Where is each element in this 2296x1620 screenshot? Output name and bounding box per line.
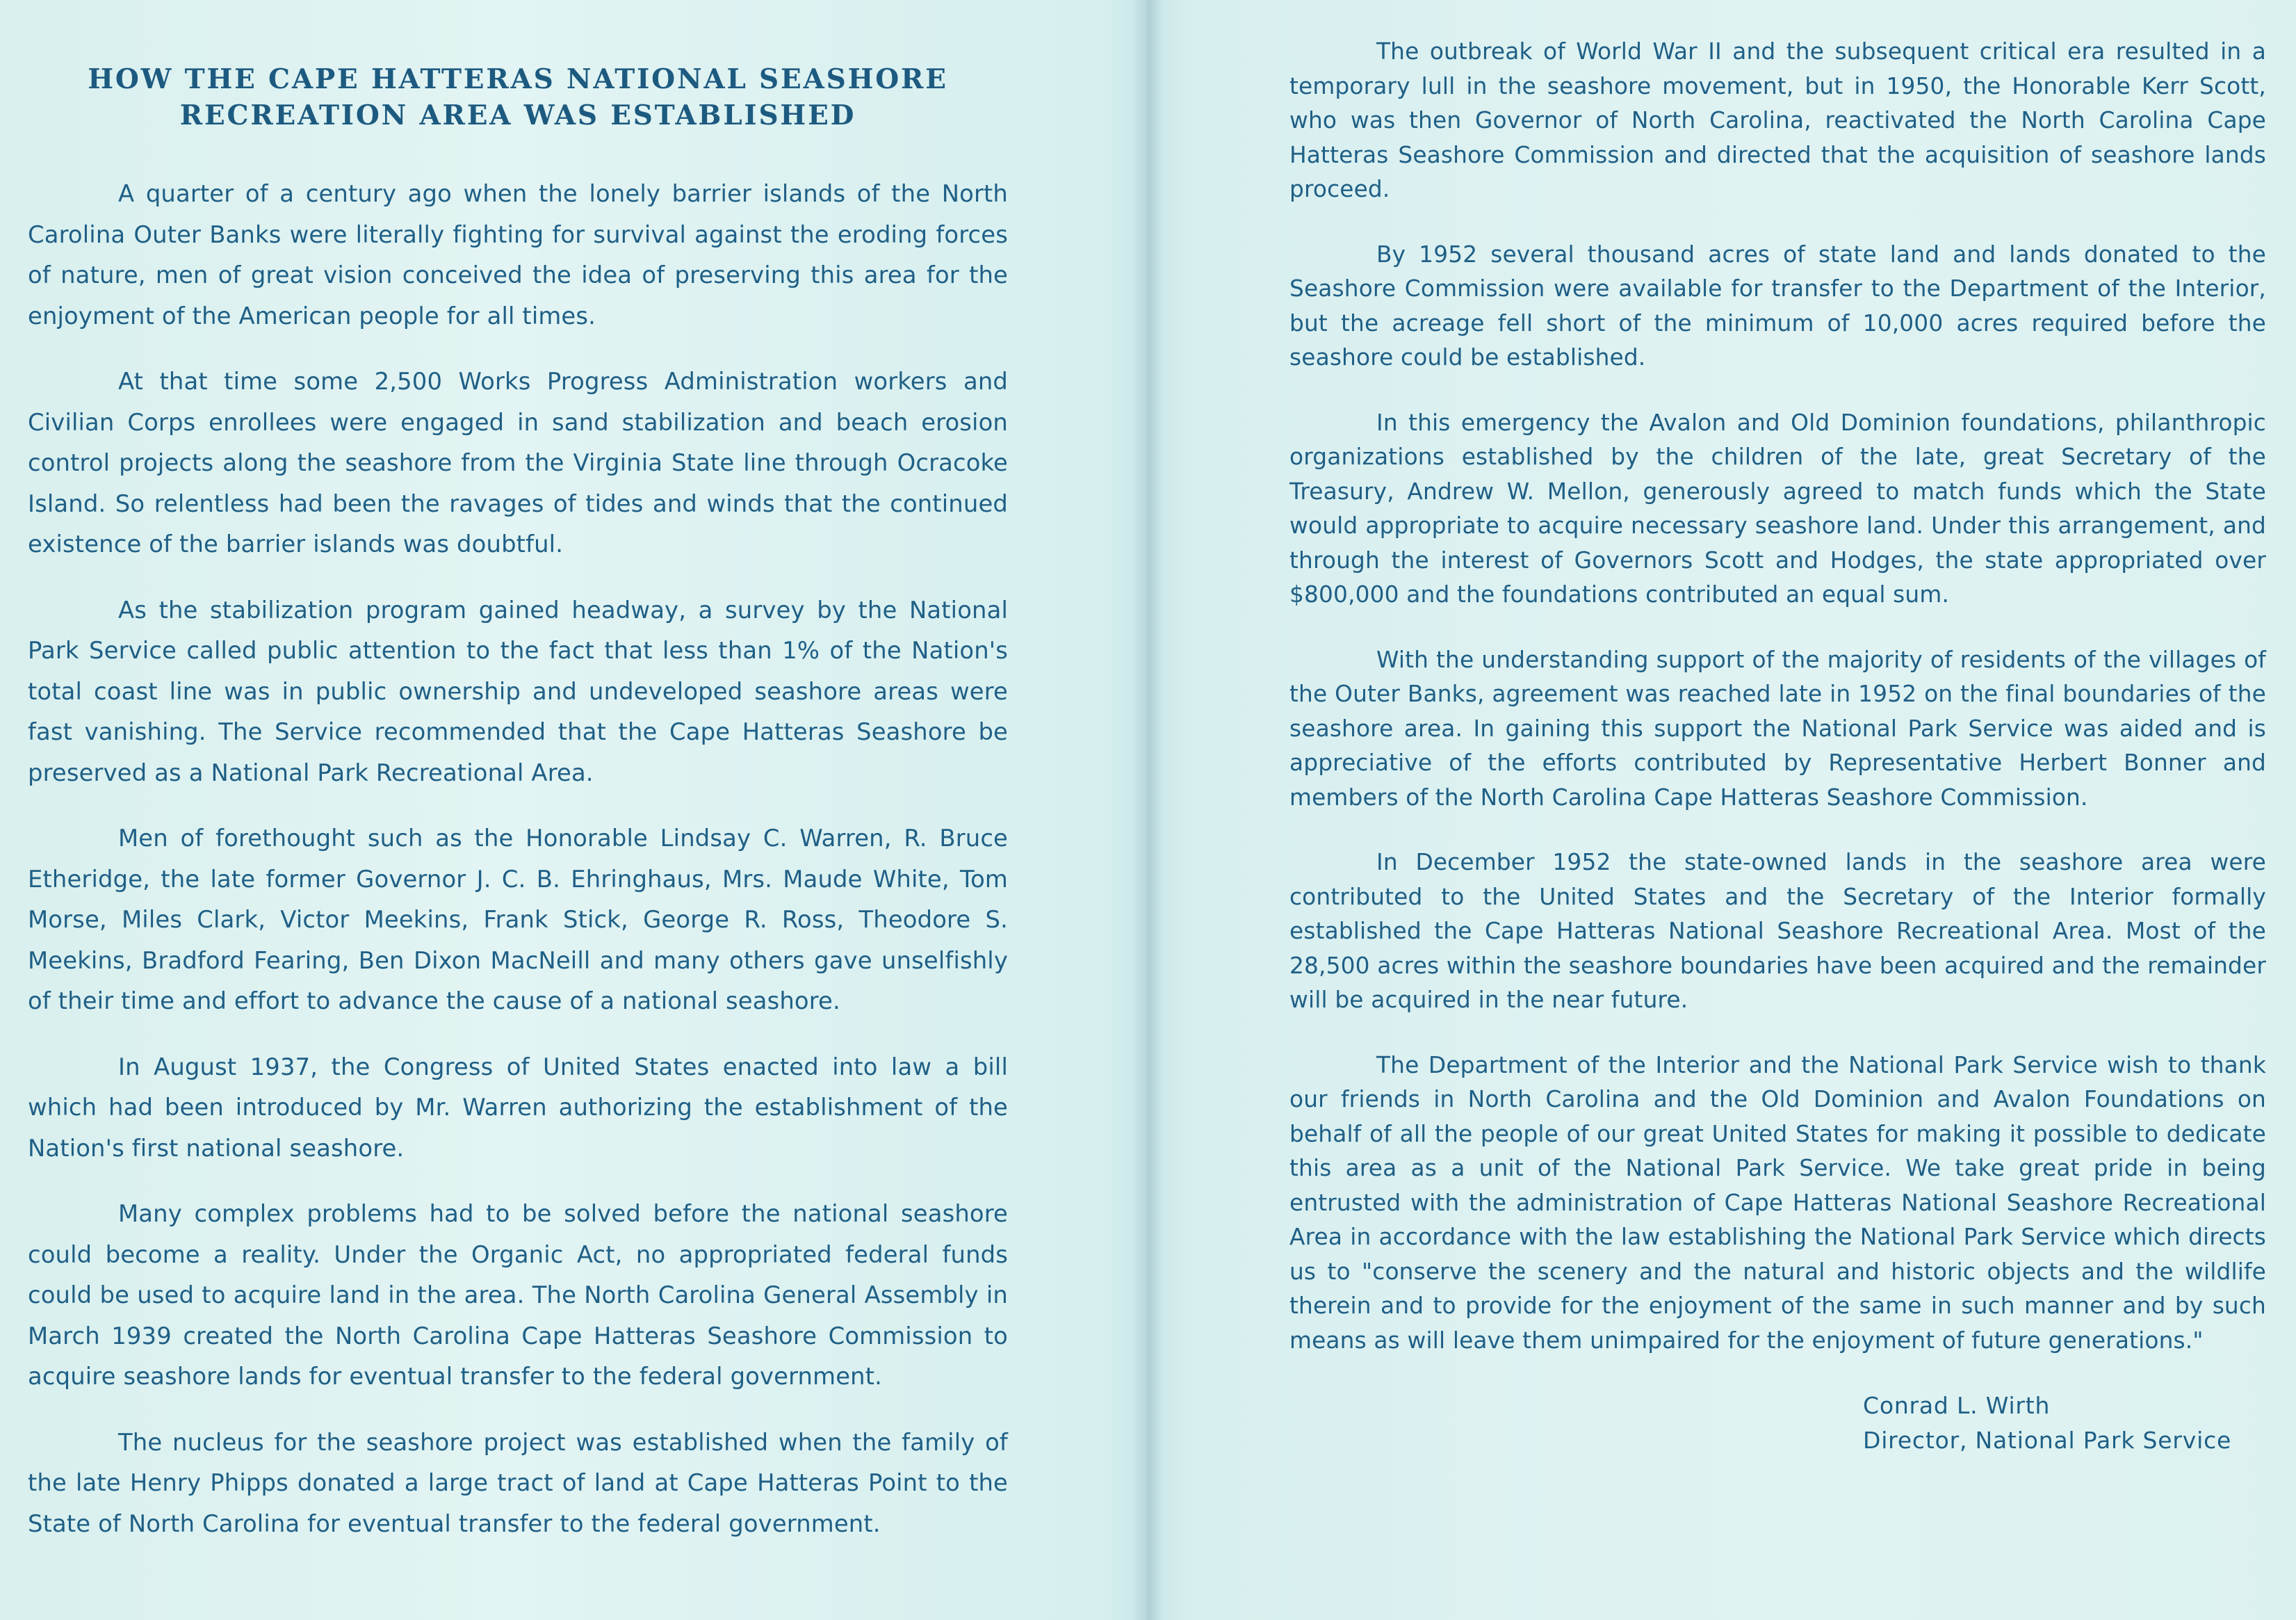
left-page xyxy=(28,0,1008,1620)
right-paragraph-2: By 1952 several thousand acres of state land and lands donated to the Seashore Commission were available for transfer to the Department of the Interior, but the acreage fell short of the minimum of 10,000 acres required before the seashore could be established. xyxy=(1289,241,2266,371)
signature-block xyxy=(1863,1388,2266,1458)
signature-name: Conrad L. Wirth xyxy=(1863,1392,2051,1419)
left-paragraph-1: A quarter of a century ago when the lonely barrier islands of the North Carolina Outer Banks were literally fighting for survival against the eroding forces of nature, men of great vision conceived the idea of preserving this area for the enjoyment of the American people for all times. xyxy=(28,180,1008,330)
left-paragraph-7: The nucleus for the seashore project was established when the family of the late Henry Phipps donated a large tract of land at Cape Hatteras Point to the State of North Carolina for eventual transfer to the federal government. xyxy=(28,1428,1008,1537)
signature-title: Director, National Park Service xyxy=(1863,1427,2232,1454)
left-paragraph-5: In August 1937, the Congress of United States enacted into law a bill which had been introduced by Mr. Warren authorizing the establishment of the Nation's first national seashore. xyxy=(28,1053,1008,1162)
left-paragraph-3: As the stabilization program gained headway, a survey by the National Park Service called public attention to the fact that less than 1% of the Nation's total coast line was in public ownership and undeveloped seashore areas were fast vanishing. The Service recommended that the Cape Hatteras Seashore be preserved as a National Park Recreational Area. xyxy=(28,596,1008,786)
right-paragraph-5: In December 1952 the state-owned lands in the seashore area were contributed to the United States and the Secretary of the Interior formally established the Cape Hatteras National Seashore Recreational Area. Most of the 28,500 acres within the seashore boundaries have been acquired and the remainder will be acquired in the near future. xyxy=(1289,849,2266,1013)
left-paragraph-6: Many complex problems had to be solved before the national seashore could become a reality. Under the Organic Act, no appropriated federal funds could be used to acquire land in the area. The North Carolina General Assembly in March 1939 created the North Carolina Cape Hatteras Seashore Commission to acquire seashore lands for eventual transfer to the federal government. xyxy=(28,1200,1008,1390)
right-page xyxy=(1289,0,2266,1620)
left-paragraph-4: Men of forethought such as the Honorable Lindsay C. Warren, R. Bruce Etheridge, the late former Governor J. C. B. Ehringhaus, Mrs. Maude White, Tom Morse, Miles Clark, Victor Meekins, Frank Stick, George R. Ross, Theodore S. Meekins, Bradford Fearing, Ben Dixon MacNeill and many others gave unselfishly of their time and effort to advance the cause of a national seashore. xyxy=(28,825,1008,1014)
right-paragraph-3: In this emergency the Avalon and Old Dominion foundations, philanthropic organizations established by the children of the late, great Secretary of the Treasury, Andrew W. Mellon, generously agreed to match funds which the State would appropriate to acquire necessary seashore land. Under this arrangement, and through the interest of Governors Scott and Hodges, the state appropriated over $800,000 and the foundations contributed an equal sum. xyxy=(1289,409,2266,608)
title-line-2: RECREATION AREA WAS ESTABLISHED xyxy=(179,99,856,131)
left-paragraph-2: At that time some 2,500 Works Progress Administration workers and Civilian Corps enrollees were engaged in sand stabilization and beach erosion control projects along the seashore from the Virginia State line through Ocracoke Island. So relentless had been the ravages of tides and winds that the continued existence of the barrier islands was doubtful. xyxy=(28,368,1008,558)
right-paragraph-6: The Department of the Interior and the National Park Service wish to thank our friends in North Carolina and the Old Dominion and Avalon Foundations on behalf of all the people of our great United States for making it possible to dedicate this area as a unit of the National Park Service. We take great pride in being entrusted with the administration of Cape Hatteras National Seashore Recreational Area in accordance with the law establishing the National Park Service which directs us to "conserve the scenery and the natural and historic objects and the wildlife therein and to provide for the enjoyment of the same in such manner and by such means as will leave them unimpaired for the enjoyment of future generations." xyxy=(1289,1051,2266,1354)
right-paragraph-1: The outbreak of World War II and the subsequent critical era resulted in a temporary lull in the seashore movement, but in 1950, the Honorable Kerr Scott, who was then Governor of North Carolina, reactivated the North Carolina Cape Hatteras Seashore Commission and directed that the acquisition of seashore lands proceed. xyxy=(1289,38,2266,202)
right-paragraph-4: With the understanding support of the majority of residents of the villages of the Outer Banks, agreement was reached late in 1952 on the final boundaries of the seashore area. In gaining this support the National Park Service was aided and is appreciative of the efforts contributed by Representative Herbert Bonner and members of the North Carolina Cape Hatteras Seashore Commission. xyxy=(1289,646,2266,811)
page-title xyxy=(28,61,1008,133)
title-line-1: HOW THE CAPE HATTERAS NATIONAL SEASHORE xyxy=(88,63,948,95)
page-gutter xyxy=(1132,0,1164,1620)
